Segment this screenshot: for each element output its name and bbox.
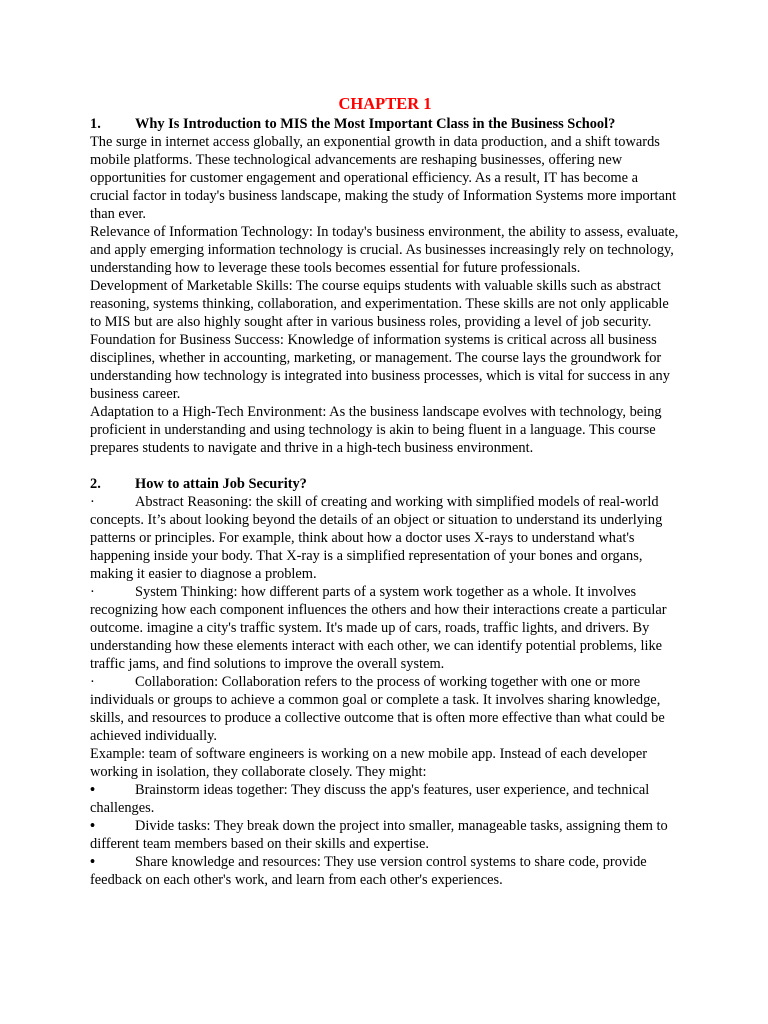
section-1-number: 1. xyxy=(90,116,101,132)
section-1-paragraph: Relevance of Information Technology: In today's business environment, the ability to assess, evaluate, and apply emerging information technology is crucial. As businesses increasingly rely on technology, understanding how to leverage these tools becomes essential for future professionals. xyxy=(90,224,679,276)
bullet-text: Brainstorm ideas together: They discuss the app's features, user experience, and technical challenges. xyxy=(90,782,650,816)
section-2-heading-text: How to attain Job Security? xyxy=(135,476,307,492)
chapter-title: CHAPTER 1 xyxy=(338,94,432,113)
section-1-paragraph: Development of Marketable Skills: The course equips students with valuable skills such as abstract reasoning, systems thinking, collaboration, and experimentation. These skills are not only applicable to MIS but are also highly sought after in various business roles, providing a level of job security. xyxy=(90,278,669,330)
example-paragraph: Example: team of software engineers is working on a new mobile app. Instead of each developer working in isolation, they collaborate closely. They might: xyxy=(90,746,648,780)
section-2-heading xyxy=(90,475,680,493)
bullet-marker: • xyxy=(90,818,96,834)
section-1-paragraph: Adaptation to a High-Tech Environment: As the business landscape evolves with technology, being proficient in understanding and using technology is akin to being fluent in a language. This course prepares students to navigate and thrive in a high-tech business environment. xyxy=(90,404,662,456)
bullet-text: Share knowledge and resources: They use version control systems to share code, provide feedback on each other's work, and learn from each other's experiences. xyxy=(90,854,647,888)
list-item xyxy=(90,583,680,673)
list-item xyxy=(90,493,680,583)
item-text: System Thinking: how different parts of a system work together as a whole. It involves recognizing how each component influences the others and how their interactions create a particular outcome. imagine a city's traffic system. It's made up of cars, roads, traffic lights, and drivers. By understanding how these elements interact with each other, we can identify potential problems, like traffic jams, and find solutions to improve the overall system. xyxy=(90,584,667,672)
bullet-marker: • xyxy=(90,782,96,798)
bullet-item xyxy=(90,853,680,889)
spacer xyxy=(90,457,680,475)
item-marker: · xyxy=(90,494,95,510)
bullet-item xyxy=(90,817,680,853)
section-1-paragraph: The surge in internet access globally, an exponential growth in data production, and a shift towards mobile platforms. These technological advancements are reshaping businesses, offering new opportunities for customer engagement and operational efficiency. As a result, IT has become a crucial factor in today's business landscape, making the study of Information Systems more important than ever. xyxy=(90,134,677,222)
document-page xyxy=(90,93,680,889)
bullet-text: Divide tasks: They break down the project into smaller, manageable tasks, assigning them to different team members based on their skills and expertise. xyxy=(90,818,668,852)
item-text: Collaboration: Collaboration refers to the process of working together with one or more individuals or groups to achieve a common goal or complete a task. It involves sharing knowledge, skills, and resources to produce a collective outcome that is often more effective than what could be achieved individually. xyxy=(90,674,665,744)
section-1-heading xyxy=(90,115,680,133)
item-marker: · xyxy=(90,674,95,690)
item-text: Abstract Reasoning: the skill of creating and working with simplified models of real-world concepts. It’s about looking beyond the details of an object or situation to understand its underlying patterns or principles. For example, think about how a doctor uses X-rays to understand what's happening inside your body. That X-ray is a simplified representation of your bones and organs, making it easier to diagnose a problem. xyxy=(90,494,663,582)
list-item xyxy=(90,673,680,745)
section-1-heading-text: Why Is Introduction to MIS the Most Important Class in the Business School? xyxy=(135,116,616,132)
section-1-paragraph: Foundation for Business Success: Knowledge of information systems is critical across all business disciplines, whether in accounting, marketing, or management. The course lays the groundwork for understanding how technology is integrated into business processes, which is vital for success in any business career. xyxy=(90,332,670,402)
bullet-item xyxy=(90,781,680,817)
item-marker: · xyxy=(90,584,95,600)
section-2-number: 2. xyxy=(90,476,101,492)
bullet-marker: • xyxy=(90,854,96,870)
